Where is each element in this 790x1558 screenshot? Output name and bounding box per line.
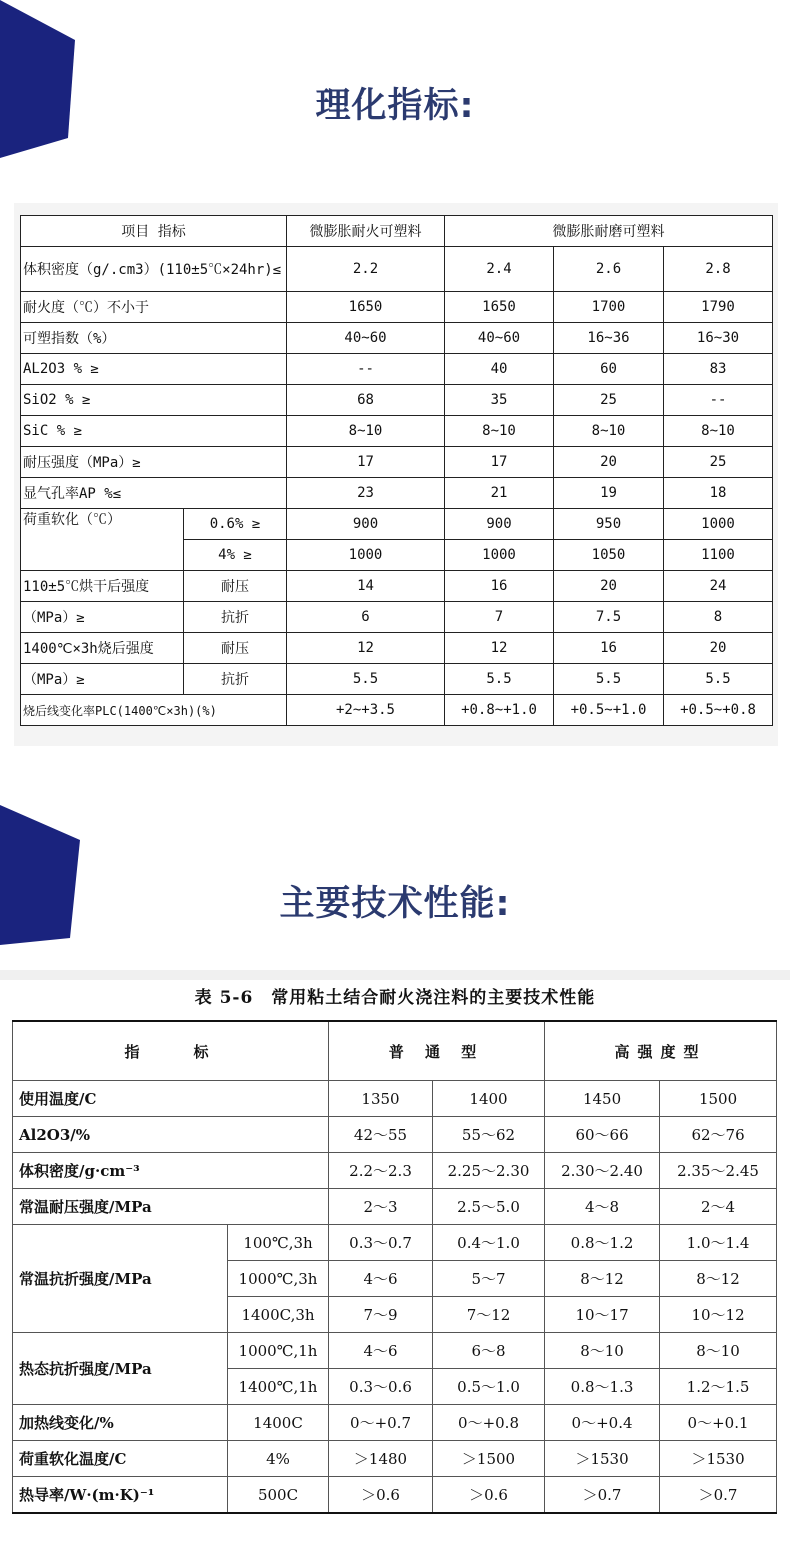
header-item: 项目 指标 xyxy=(21,216,287,247)
table-row: 体积密度/g·cm⁻³ 2.2～2.3 2.25～2.30 2.30～2.40 2.35～2.45 xyxy=(13,1153,777,1189)
header-group2: 微膨胀耐磨可塑料 xyxy=(445,216,773,247)
table-row: 可塑指数（%） 40~60 40~60 16~36 16~30 xyxy=(21,323,773,354)
table-row: （MPa）≥ 抗折 5.5 5.5 5.5 5.5 xyxy=(21,664,773,695)
table-row: 耐压强度（MPa）≥ 17 17 20 25 xyxy=(21,447,773,478)
table-row: SiO2 % ≥ 68 35 25 -- xyxy=(21,385,773,416)
physicochemical-table-container xyxy=(14,203,778,746)
table-row: 显气孔率AP %≤ 23 21 19 18 xyxy=(21,478,773,509)
table-row: 常温耐压强度/MPa 2～3 2.5～5.0 4～8 2～4 xyxy=(13,1189,777,1225)
table-row: 荷重软化（℃） 0.6% ≥ 900 900 950 1000 xyxy=(21,509,773,540)
table-row: （MPa）≥ 抗折 6 7 7.5 8 xyxy=(21,602,773,633)
table-header-row xyxy=(21,216,773,247)
table-row: 荷重软化温度/C 4% ＞1480 ＞1500 ＞1530 ＞1530 xyxy=(13,1441,777,1477)
table-row: 耐火度（℃）不小于 1650 1650 1700 1790 xyxy=(21,292,773,323)
header-group1: 微膨胀耐火可塑料 xyxy=(287,216,445,247)
table-row: 1000℃,3h 4～6 5～7 8～12 8～12 xyxy=(13,1261,777,1297)
table-row: AL2O3 % ≥ -- 40 60 83 xyxy=(21,354,773,385)
table-row: 常温抗折强度/MPa 100℃,3h 0.3～0.7 0.4～1.0 0.8～1.2 1.0～1.4 xyxy=(13,1225,777,1261)
table-row: 热导率/W·(m·K)⁻¹ 500C ＞0.6 ＞0.6 ＞0.7 ＞0.7 xyxy=(13,1477,777,1514)
table-row: 热态抗折强度/MPa 1000℃,1h 4～6 6～8 8～10 8～10 xyxy=(13,1333,777,1369)
technical-performance-table xyxy=(12,1020,777,1514)
table-row: 加热线变化/% 1400C 0～+0.7 0～+0.8 0～+0.4 0～+0.1 xyxy=(13,1405,777,1441)
table-row: Al2O3/% 42～55 55～62 60～66 62～76 xyxy=(13,1117,777,1153)
table-header-row: 指 标 普 通 型 高强度型 xyxy=(13,1021,777,1081)
table-row: SiC % ≥ 8~10 8~10 8~10 8~10 xyxy=(21,416,773,447)
physicochemical-table xyxy=(20,215,773,726)
table-row: 1400℃,1h 0.3～0.6 0.5～1.0 0.8～1.3 1.2～1.5 xyxy=(13,1369,777,1405)
table-row: 使用温度/C 1350 1400 1450 1500 xyxy=(13,1081,777,1117)
scan-edge xyxy=(0,970,790,980)
table2-caption: 表 5-6 常用粘土结合耐火浇注料的主要技术性能 xyxy=(194,988,596,1008)
table-row: 1400C,3h 7～9 7～12 10～17 10～12 xyxy=(13,1297,777,1333)
table-row: 110±5℃烘干后强度 耐压 14 16 20 24 xyxy=(21,571,773,602)
section2-title: 主要技术性能: xyxy=(279,884,511,924)
table-row: 4% ≥ 1000 1000 1050 1100 xyxy=(21,540,773,571)
table-row: 烧后线变化率PLC(1400℃×3h)(%) +2~+3.5 +0.8~+1.0 +0.5~+1.0 +0.5~+0.8 xyxy=(21,695,773,726)
table-row: 1400℃×3h烧后强度 耐压 12 12 16 20 xyxy=(21,633,773,664)
table-row: 体积密度（g/.cm3）(110±5℃×24hr)≤ 2.2 2.4 2.6 2.8 xyxy=(21,247,773,292)
section1-title: 理化指标: xyxy=(315,86,475,126)
